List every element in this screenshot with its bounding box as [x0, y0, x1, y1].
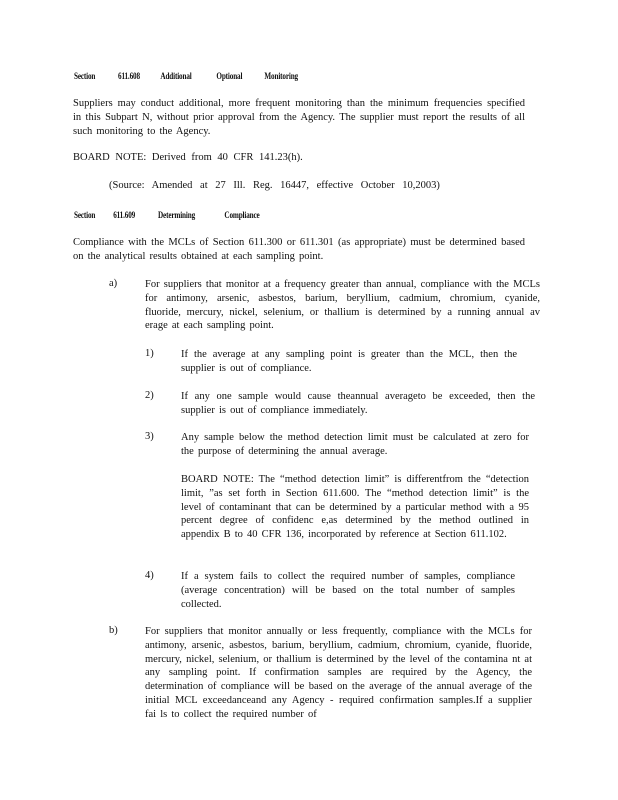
paragraph-609: Compliance with the MCLs of Section 611.300 or 611.301 (as appropriate) must be determined based on the analytical results obtained at each sampling point. — [73, 237, 525, 262]
list-marker-a: a) — [109, 278, 118, 289]
list-marker-4: 4) — [145, 570, 154, 581]
list-item-2: If any one sample would cause theannual averageto be exceeded, then the supplier is out of compliance immediately. — [181, 391, 535, 416]
section-label: Section — [74, 210, 96, 220]
board-note-method-detection-limit: BOARD NOTE: The “method detection limit” is differentfrom the “detection limit, ”as set forth in Section 611.600. The “method detection limit” is the level of contaminant that can be determined by a particular method with a 95 percent degree of confidenc e,as determined by the method outlined in appendix B to 40 CFR 136, incorporated by reference at Section 611.102. — [181, 474, 529, 541]
list-item-4: If a system fails to collect the required number of samples, compliance (average concentration) will be based on the total number of samples collected. — [181, 571, 515, 610]
section-title-word: Monitoring — [264, 71, 298, 81]
section-title-word: Additional — [160, 71, 192, 81]
list-item-1: If the average at any sampling point is greater than the MCL, then the supplier is out of compliance. — [181, 349, 517, 374]
section-heading-609 — [74, 210, 314, 222]
section-number: 611.608 — [118, 71, 140, 81]
section-title-word: Determining — [158, 210, 196, 220]
section-heading-608 — [74, 71, 314, 83]
section-title-word: Compliance — [224, 210, 260, 220]
section-title-word: Optional — [216, 71, 243, 81]
list-marker-b: b) — [109, 625, 118, 636]
list-marker-2: 2) — [145, 390, 154, 401]
list-item-b: For suppliers that monitor annually or less frequently, compliance with the MCLs for antimony, arsenic, asbestos, barium, beryllium, cadmium, chromium, cyanide, fluoride, mercury, nickel, selenium, or thallium is determined by the level of the contamina nt at any sampling point. If confirmation samples are required by the Agency, the determination of compliance will be based on the average of the annual average of the initial MCL exceedanceand any Agency - required confirmation samples.If a supplier fai ls to collect the required number of — [145, 626, 532, 720]
source-note: (Source: Amended at 27 Ill. Reg. 16447, effective October 10,2003) — [109, 180, 440, 191]
list-item-a: For suppliers that monitor at a frequency greater than annual, compliance with the MCLs for antimony, arsenic, asbestos, barium, beryllium, cadmium, chromium, cyanide, fluoride, mercury, nickel, selenium, or thallium is determined by a running annual av erage at each sampling point. — [145, 279, 540, 332]
section-number: 611.609 — [113, 210, 136, 220]
board-note-derived: BOARD NOTE: Derived from 40 CFR 141.23(h). — [73, 152, 303, 163]
list-marker-1: 1) — [145, 348, 154, 359]
list-item-3: Any sample below the method detection limit must be calculated at zero for the purpose of determining the annual average. — [181, 432, 529, 457]
list-marker-3: 3) — [145, 431, 154, 442]
section-label: Section — [74, 71, 96, 81]
paragraph-608: Suppliers may conduct additional, more frequent monitoring than the minimum frequencies specified in this Subpart N, without prior approval from the Agency. The supplier must report the results of all such monitoring to the Agency. — [73, 98, 525, 137]
